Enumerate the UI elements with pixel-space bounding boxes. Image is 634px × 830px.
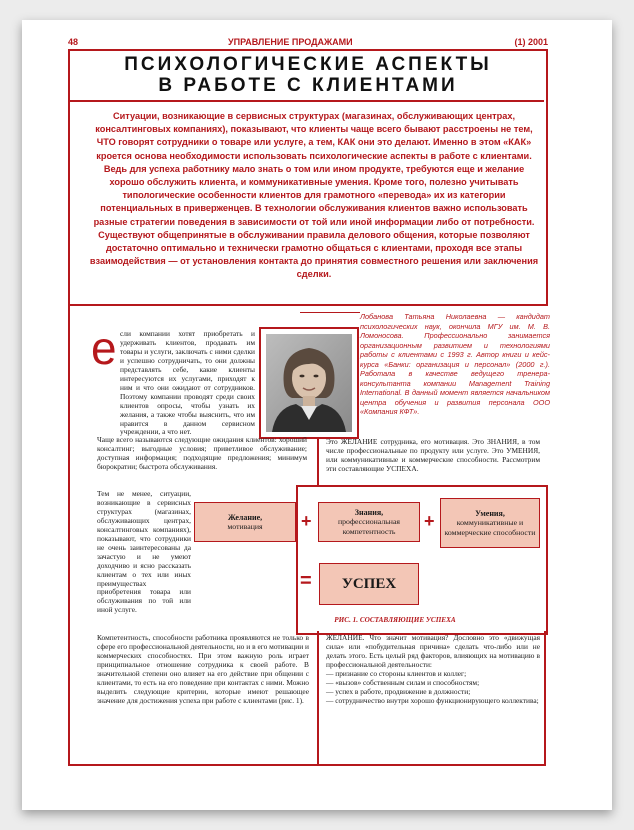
knowledge-box [318, 502, 420, 542]
drop-cap: е [91, 322, 117, 374]
article-title [90, 54, 526, 96]
success-box: УСПЕХ [319, 563, 419, 605]
portrait-image [266, 334, 352, 432]
author-rule [300, 312, 360, 313]
list-item: — сотрудничество внутри хорошо функционирующего коллектива; [326, 695, 539, 705]
title-line-1: ПСИХОЛОГИЧЕСКИЕ АСПЕКТЫ [124, 54, 492, 75]
author-bio: Лобанова Татьяна Николаевна — кандидат психологических наук, окончила МГУ им. М. В. Ломоносова. Профессионально занимается организационным развитием и технологиями работы с клиентами с 1993 г. Автор книги и кейс-курса «Банки: организация и персонал» (2000 г.). Работала в качестве ведущего тренера-консультанта компании Management Training International. В данный момент является начальником центра обучения и развития персонала ООО «Компания КФТ». [360, 312, 550, 416]
title-line-2: В РАБОТЕ С КЛИЕНТАМИ [158, 75, 458, 96]
desire-box-title: Желание, [227, 512, 263, 522]
author-photo [259, 327, 359, 439]
bottom-rule [68, 764, 546, 766]
left-column-rule [68, 304, 70, 764]
list-item: — «вызов» собственным силам и способностям; [326, 677, 480, 687]
knowledge-box-sub: профессиональная компетентность [337, 517, 401, 536]
center-rule [317, 435, 319, 485]
title-divider [68, 100, 544, 102]
skills-box-sub: коммуникативные и коммерческие способности [444, 518, 536, 537]
issue-number: (1) 2001 [514, 37, 548, 47]
lower-right-rule [544, 631, 546, 766]
equals-sign: = [300, 570, 312, 592]
lead-paragraph: Ситуации, возникающие в сервисных структурах (магазинах, обслуживающих центрах, консалтинговых компаниях), показывают, что клиенты чаще всего бывают расстроены не тем, ЧТО говорят сотрудники о товаре или услуге, а тем, КАК они это делают. Именно в этом «КАК» кроется основа необходимости использовать психологические аспекты в работе с клиентами. Ведь для успеха работнику мало знать о том или ином продукте, требуются еще и желание хорошо обслужить клиента, и коммуникативные умения. Кроме того, полезно учитывать типологические особенности клиентов для грамотного «перевода» их из категории потенциальных в приверженцев. В технологии обслуживания клиентов важно использовать разные стратегии поведения в зависимости от той или иной информации либо от потребности. Существуют общепринятые в обслуживании правила делового общения, которые позволяют достаточно оптимально и технически грамотно общаться с клиентами, проходя все этапы взаимодействия — от установления контакта до принятия совместного решения или заключения сделки. [89, 111, 539, 280]
list-item: — признание со стороны клиентов и коллег; [326, 669, 467, 678]
desire-paragraph: ЖЕЛАНИЕ. Что значит мотивация? Дословно это «движущая сила» или «побудительная причина» сделать что-либо или не делать этого. Есть целый ряд факторов, влияющих на мотивацию в профессиональной деятельности: [326, 633, 540, 669]
skills-box [440, 498, 540, 548]
intro-paragraph: сли компании хотят приобретать и удерживать клиентов, продавать им товары и услуги, заключать с ними сделки и успешно сотрудничать, то они должны представлять себе, какие клиенты интересуются их услугами, приходят к ним и что они ожидают от сотрудников. Поэтому компании проводят среди своих клиентов опросы, чтобы узнать их желания, а также чтобы выяснить, что им нравится в данном сервисном учреждении, а что нет. [120, 329, 255, 437]
figure-caption: РИС. 1. СОСТАВЛЯЮЩИЕ УСПЕХА [334, 616, 456, 624]
page-number: 48 [68, 37, 79, 47]
desire-box-sub: мотивация [227, 522, 263, 531]
section-name: УПРАВЛЕНИЕ ПРОДАЖАМИ [228, 37, 353, 47]
competence-paragraph: Компетентность, способности работника проявляются не только в сфере его профессиональной деятельности, но и в его мотивации и коммерческих способностях. При этом важную роль играет принципиальное отношение сотрудника к своей работе. В значительной степени оно влияет на его действие при общении с клиентами, то есть на его поведение при контактах с ними. Можно выделить следующие критерии, которые имеют решающее значение для достижения успеха при работе с клиентами (рис. 1). [97, 633, 309, 705]
lower-center-rule [317, 631, 319, 766]
list-item: — успех в работе, продвижение в должности; [326, 686, 471, 696]
right-intro-paragraph: Это ЖЕЛАНИЕ сотрудника, его мотивация. Это ЗНАНИЯ, в том числе профессиональные по продукту или услуге. Это УМЕНИЯ, или коммуникативные и коммерческие способности. Рассмотрим эти составляющие УСПЕХА. [326, 437, 540, 473]
plus-sign-1: + [301, 511, 312, 531]
factors-list [326, 670, 540, 706]
skills-box-title: Умения, [475, 508, 505, 518]
knowledge-box-title: Знания, [354, 507, 384, 517]
plus-sign-2: + [424, 511, 435, 531]
nevertheless-paragraph: Тем не менее, ситуации, возникающие в сервисных структурах (магазинах, обслуживающих центрах, консалтинговых компаниях), показывают, что сотрудники не очень заинтересованы да зачастую и не умеют доходчиво и ясно рассказать клиентам о тех или иных преимуществах приобретения товара или обслуживания по той или иной услуге. [97, 489, 191, 615]
expectations-paragraph: Чаще всего называются следующие ожидания клиентов: хороший консалтинг; выгодные условия; приветливое обслуживание; доступная информация; подходящие предложения; минимум бюрократии; быстрота обслуживания. [97, 435, 307, 471]
desire-box [194, 502, 296, 542]
